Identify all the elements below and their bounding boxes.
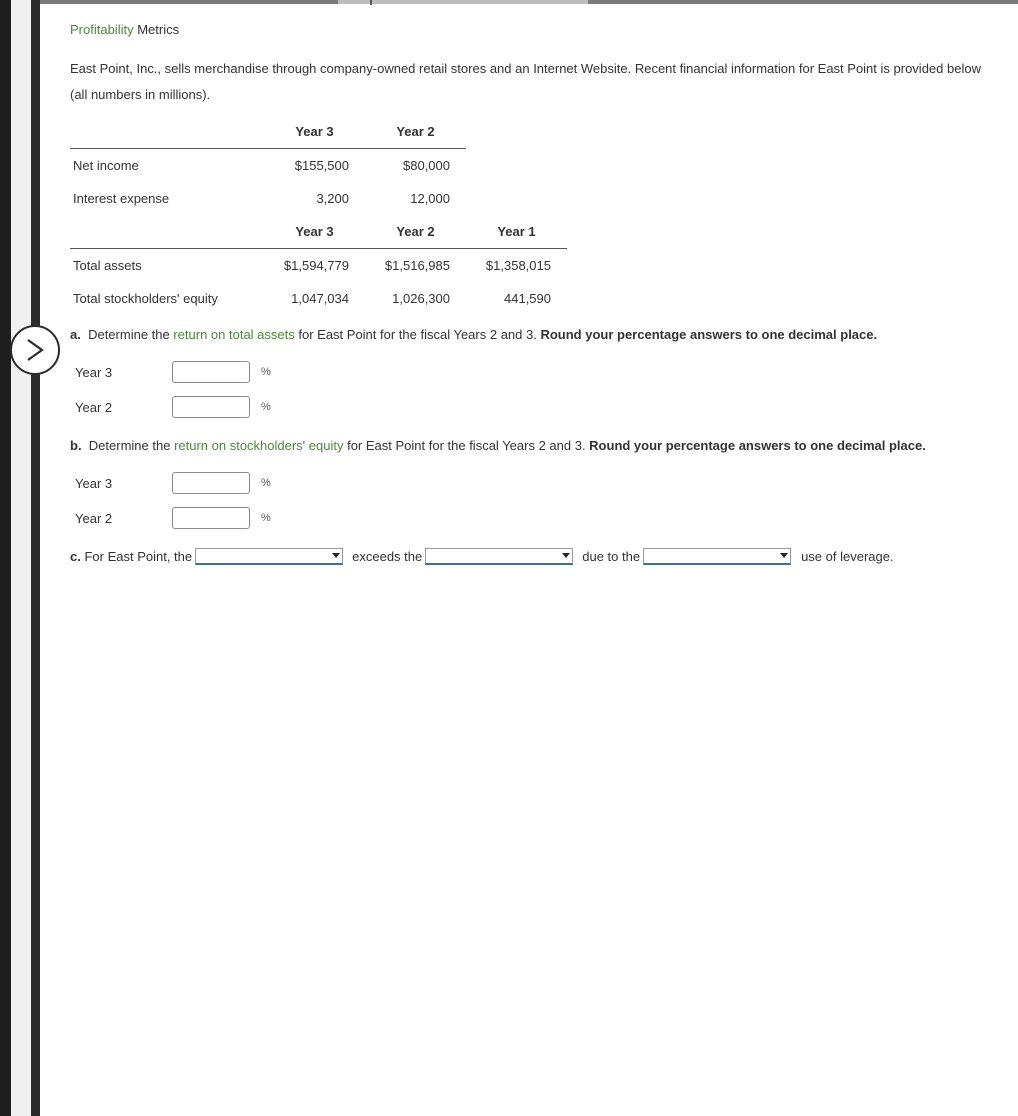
question-text: for East Point for the fiscal Years 2 and 3. bbox=[294, 327, 541, 342]
answer-row bbox=[75, 471, 271, 495]
table-row bbox=[70, 282, 567, 315]
percent-unit: % bbox=[261, 512, 271, 524]
question-letter: c. bbox=[70, 548, 81, 564]
left-gray-rail bbox=[11, 0, 31, 1116]
question-c bbox=[70, 546, 894, 566]
empty-header bbox=[70, 215, 264, 249]
percent-unit: % bbox=[261, 477, 271, 489]
table-cell: 1,026,300 bbox=[392, 291, 450, 306]
answer-row bbox=[75, 360, 271, 384]
intro-text: East Point, Inc., sells merchandise through company-owned retail stores and an Internet Website. Recent financial information for East Point is provided below (all numbers in millions). bbox=[70, 61, 981, 102]
column-header: Year 3 bbox=[264, 215, 365, 249]
question-a bbox=[70, 327, 877, 342]
table-cell: 12,000 bbox=[410, 191, 450, 206]
chevron-right-icon bbox=[24, 337, 46, 363]
answer-label: Year 2 bbox=[75, 399, 113, 415]
answer-label: Year 2 bbox=[75, 510, 113, 526]
question-text: use of leverage. bbox=[801, 548, 894, 564]
table-cell: 3,200 bbox=[316, 191, 349, 206]
roe-year2-input[interactable] bbox=[172, 507, 250, 529]
rounding-instruction: Round your percentage answers to one decimal place. bbox=[540, 327, 878, 342]
table-cell: $155,500 bbox=[294, 158, 349, 173]
top-scroll-handle[interactable] bbox=[338, 0, 588, 4]
percent-unit: % bbox=[261, 366, 271, 378]
column-header: Year 2 bbox=[365, 115, 466, 149]
row-label: Net income bbox=[73, 158, 139, 173]
ratio-select-1[interactable] bbox=[195, 548, 343, 565]
left-dark-rail bbox=[0, 0, 11, 1116]
balance-table bbox=[70, 215, 567, 315]
dropdown-arrow-icon bbox=[562, 553, 570, 558]
row-label: Interest expense bbox=[73, 191, 170, 206]
term-link[interactable]: return on total assets bbox=[173, 327, 295, 342]
table-cell: $1,594,779 bbox=[283, 258, 349, 273]
answer-label: Year 3 bbox=[75, 475, 113, 491]
column-header: Year 2 bbox=[365, 215, 466, 249]
table-cell: 1,047,034 bbox=[291, 291, 349, 306]
top-tick bbox=[370, 0, 372, 5]
term-link[interactable]: return on stockholders' equity bbox=[174, 438, 344, 453]
question-text: due to the bbox=[582, 548, 641, 564]
balance-table-header bbox=[70, 215, 567, 249]
income-table-header bbox=[70, 115, 466, 149]
income-table bbox=[70, 115, 466, 215]
table-row bbox=[70, 182, 466, 215]
question-text: for East Point for the fiscal Years 2 and 3. bbox=[343, 438, 590, 453]
leverage-select[interactable] bbox=[643, 548, 791, 565]
empty-header bbox=[70, 115, 264, 149]
dropdown-arrow-icon bbox=[332, 553, 340, 558]
table-cell: $80,000 bbox=[403, 158, 450, 173]
roa-year2-input[interactable] bbox=[172, 396, 250, 418]
page-title bbox=[70, 22, 179, 37]
title-link[interactable]: Profitability bbox=[70, 22, 134, 37]
row-label: Total stockholders' equity bbox=[73, 291, 218, 306]
roe-year3-input[interactable] bbox=[172, 472, 250, 494]
table-cell: 441,590 bbox=[504, 291, 551, 306]
question-text: For East Point, the bbox=[84, 548, 193, 564]
column-header: Year 1 bbox=[466, 215, 567, 249]
question-text: exceeds the bbox=[352, 548, 423, 564]
question-letter: b. bbox=[70, 438, 82, 453]
left-divider bbox=[31, 0, 40, 1116]
roa-year3-input[interactable] bbox=[172, 361, 250, 383]
column-header: Year 3 bbox=[264, 115, 365, 149]
percent-unit: % bbox=[261, 401, 271, 413]
row-label: Total assets bbox=[73, 258, 142, 273]
answer-row bbox=[75, 506, 271, 530]
next-nav-button[interactable] bbox=[10, 325, 60, 375]
question-text: Determine the bbox=[88, 327, 174, 342]
question-text: Determine the bbox=[88, 438, 175, 453]
dropdown-arrow-icon bbox=[780, 553, 788, 558]
table-cell: $1,358,015 bbox=[485, 258, 551, 273]
table-cell: $1,516,985 bbox=[384, 258, 450, 273]
ratio-select-2[interactable] bbox=[425, 548, 573, 565]
question-letter: a. bbox=[70, 327, 81, 342]
answer-row bbox=[75, 395, 271, 419]
table-row bbox=[70, 249, 567, 283]
table-row bbox=[70, 149, 466, 183]
question-b bbox=[70, 438, 926, 453]
rounding-instruction: Round your percentage answers to one decimal place. bbox=[589, 438, 926, 453]
title-rest: Metrics bbox=[133, 22, 180, 37]
answer-label: Year 3 bbox=[75, 364, 113, 380]
